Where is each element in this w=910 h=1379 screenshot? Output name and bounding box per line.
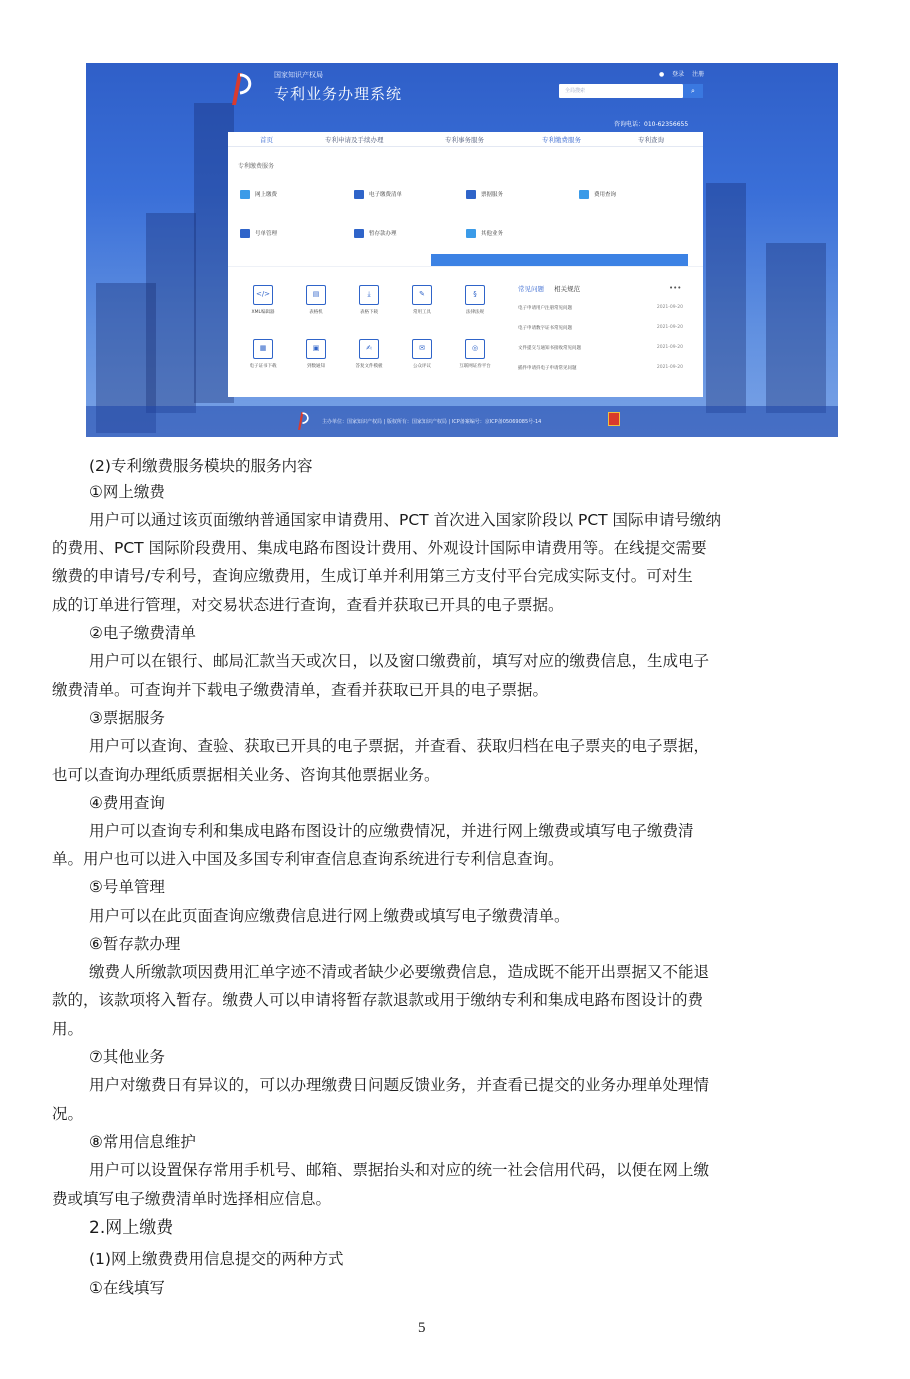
tool-notice[interactable]: ▣ 到数通知: [295, 339, 337, 369]
paragraph-line: 用户可以通过该页面缴纳普通国家申请费用、PCT 首次进入国家阶段以 PCT 国际申请号缴纳: [89, 511, 722, 529]
police-badge-icon: [608, 412, 620, 426]
certificate-icon: ▦: [253, 339, 273, 359]
tool-form-machine[interactable]: ▤ 表格机: [295, 285, 337, 315]
paragraph-line: 费或填写电子缴费清单时选择相应信息。: [52, 1190, 332, 1208]
paragraph-line: 用户可以设置保存常用手机号、邮箱、票据抬头和对应的统一社会信用代码，以便在网上缴: [89, 1161, 710, 1179]
faq-tabs: [518, 284, 580, 293]
org-name: 国家知识产权局: [274, 71, 323, 79]
paragraph-line: 况。: [52, 1105, 84, 1123]
subsection-heading: (2)专利缴费服务模块的服务内容: [89, 457, 313, 475]
comment-icon: ✉: [412, 339, 432, 359]
paragraph-line: 缴费人所缴款项因费用汇单字迹不清或者缺少必要缴费信息，造成既不能开出票据又不能退: [89, 963, 710, 981]
tool-form-download[interactable]: ⤓ 表格下载: [348, 285, 390, 315]
calendar-icon: ▣: [306, 339, 326, 359]
invoice-icon: [466, 190, 476, 199]
people-icon: [466, 229, 476, 238]
search-input[interactable]: 全局搜索: [559, 84, 683, 98]
query-icon: [579, 190, 589, 199]
item-heading: ②电子缴费清单: [89, 624, 196, 642]
divider: [228, 266, 703, 267]
list-icon: [354, 190, 364, 199]
paragraph-line: 用。: [52, 1020, 84, 1038]
paragraph-line: 用户可以在此页面查询应缴费信息进行网上缴费或填写电子缴费清单。: [89, 907, 570, 925]
item-heading: ①网上缴费: [89, 483, 165, 501]
form-icon: ▤: [306, 285, 326, 305]
template-icon: ✍: [359, 339, 379, 359]
login-link[interactable]: 登录: [672, 71, 685, 78]
tab-norms[interactable]: 相关规范: [554, 285, 581, 293]
service-e-list[interactable]: 电子缴费清单: [354, 190, 402, 199]
tool-internet-platform[interactable]: ◎ 互联网证券平台: [454, 339, 496, 369]
cnipa-logo-icon: [226, 71, 256, 107]
item-heading: ⑥暂存款办理: [89, 935, 181, 953]
page-number: 5: [418, 1320, 426, 1336]
network-icon: ◎: [465, 339, 485, 359]
document-icon: [240, 229, 250, 238]
hotline: 咨询电话：010-62356655: [614, 121, 689, 128]
card-icon: [240, 190, 250, 199]
service-deposit[interactable]: 暂存款办理: [354, 229, 397, 238]
footer-logo-icon: [294, 411, 312, 431]
paragraph-line: 缴费清单。可查询并下载电子缴费清单，查看并获取已开具的电子票据。: [52, 681, 549, 699]
tab-home[interactable]: 首页: [260, 136, 273, 144]
paragraph-line: 款的，该款项将入暂存。缴费人可以申请将暂存款退款或用于缴纳专利和集成电路布图设计的费: [52, 991, 704, 1009]
main-panel: [228, 132, 703, 397]
building-silhouette: [766, 243, 826, 413]
paragraph-line: 单。用户也可以进入中国及多国专利审查信息查询系统进行专利信息查询。: [52, 850, 564, 868]
service-online-pay[interactable]: 网上缴费: [240, 190, 277, 199]
item-heading: ⑧常用信息维护: [89, 1133, 196, 1151]
service-fee-query[interactable]: 费用查询: [579, 190, 616, 199]
building-silhouette: [706, 183, 746, 413]
subsection-heading: (1)网上缴费费用信息提交的两种方式: [89, 1250, 344, 1268]
system-screenshot: [86, 63, 838, 437]
login-area: [659, 69, 704, 78]
more-icon[interactable]: •••: [669, 284, 682, 292]
wrench-icon: ✎: [412, 285, 432, 305]
tool-common-tools[interactable]: ✎ 常用工具: [401, 285, 443, 315]
download-icon: ⤓: [359, 285, 379, 305]
paragraph-line: 用户可以查询、查验、获取已开具的电子票据，并查看、获取归档在电子票夹的电子票据，: [89, 737, 710, 755]
register-link[interactable]: 注册: [692, 71, 705, 78]
top-nav: [228, 132, 703, 147]
faq-item[interactable]: 插件申请抖电子申请常见问题 2021-09-20: [518, 365, 683, 371]
service-invoice[interactable]: 票据服务: [466, 190, 503, 199]
paragraph-line: 也可以查询办理纸质票据相关业务、咨询其他票据业务。: [52, 766, 440, 784]
paragraph-line: 用户对缴费日有异议的，可以办理缴费日问题反馈业务，并查看已提交的业务办理单处理情: [89, 1076, 710, 1094]
tool-xml-editor[interactable]: </> XML编辑器: [242, 285, 284, 315]
tool-reply-template[interactable]: ✍ 答复文件模板: [348, 339, 390, 369]
tab-faq[interactable]: 常见问题: [518, 285, 544, 293]
user-icon: ●: [659, 71, 665, 78]
tool-public-review[interactable]: ✉ 公众评议: [401, 339, 443, 369]
law-icon: §: [465, 285, 485, 305]
tool-cert-download[interactable]: ▦ 电子证书下载: [242, 339, 284, 369]
tab-query[interactable]: 专利查询: [638, 136, 664, 144]
search-icon[interactable]: ⌕: [683, 84, 703, 98]
section-title: 专利缴费服务: [238, 163, 275, 170]
item-heading: ④费用查询: [89, 794, 165, 812]
tool-laws[interactable]: § 法律法规: [454, 285, 496, 315]
deposit-icon: [354, 229, 364, 238]
system-title: 专利业务办理系统: [274, 85, 403, 103]
item-heading: ⑦其他业务: [89, 1048, 165, 1066]
tab-fee-service[interactable]: 专利缴费服务: [542, 136, 581, 144]
footer-text: 主办单位：国家知识产权局 | 版权所有：国家知识产权局 | ICP备案编号：京ICP备05069085号-14: [322, 419, 542, 425]
item-heading: ③票据服务: [89, 709, 165, 727]
paragraph-line: 用户可以查询专利和集成电路布图设计的应缴费情况，并进行网上缴费或填写电子缴费清: [89, 822, 694, 840]
faq-item[interactable]: 电子申请用户注册常见问题 2021-09-20: [518, 305, 683, 311]
faq-item[interactable]: 文件提交与通知书接收常见问题 2021-09-20: [518, 345, 683, 351]
item-heading: ①在线填写: [89, 1279, 165, 1297]
code-icon: </>: [253, 285, 273, 305]
faq-item[interactable]: 电子申请数字证书常见问题 2021-09-20: [518, 325, 683, 331]
paragraph-line: 缴费的申请号/专利号，查询应缴费用，生成订单并利用第三方支付平台完成实际支付。可对生: [52, 567, 693, 585]
paragraph-line: 的费用、PCT 国际阶段费用、集成电路布图设计费用、外观设计国际申请费用等。在线提交需要: [52, 539, 707, 557]
item-heading: ⑤号单管理: [89, 878, 165, 896]
paragraph-line: 用户可以在银行、邮局汇款当天或次日，以及窗口缴费前，填写对应的缴费信息，生成电子: [89, 652, 710, 670]
service-other[interactable]: 其他业务: [466, 229, 503, 238]
section-heading: 2.网上缴费: [89, 1218, 174, 1238]
service-number-mgmt[interactable]: 号单管理: [240, 229, 277, 238]
paragraph-line: 成的订单进行管理，对交易状态进行查询，查看并获取已开具的电子票据。: [52, 596, 564, 614]
banner-strip: [431, 254, 688, 266]
tab-affairs[interactable]: 专利事务服务: [445, 136, 484, 144]
tab-application[interactable]: 专利申请及手续办理: [325, 136, 384, 144]
